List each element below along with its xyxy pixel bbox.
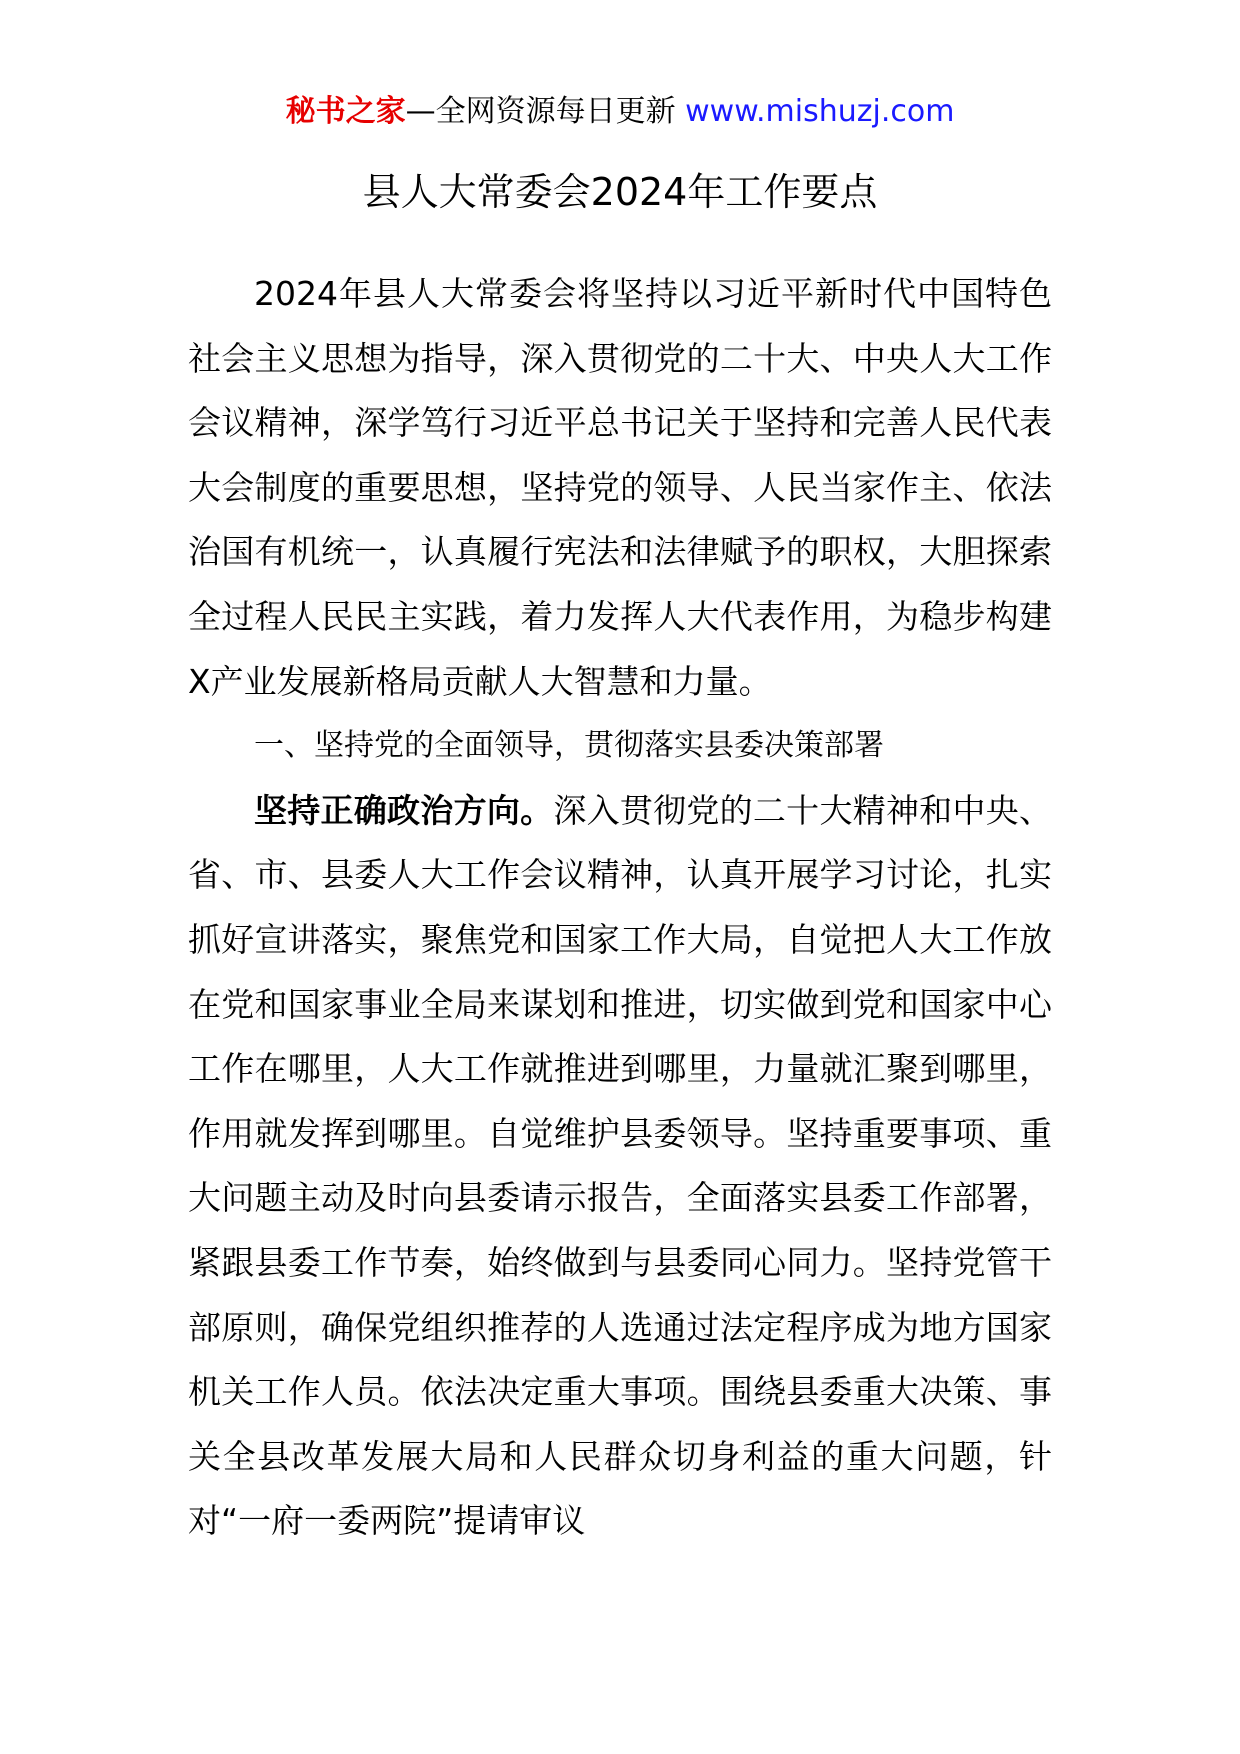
site-url: www.mishuzj.com (685, 94, 955, 129)
site-brand: 秘书之家 (285, 94, 406, 129)
section-1-lead: 坚持正确政治方向。 (254, 790, 554, 830)
site-tagline: —全网资源每日更新 (405, 94, 676, 129)
intro-paragraph: 2024年县人大常委会将坚持以习近平新时代中国特色社会主义思想为指导，深入贯彻党的二十大、中央人大工作会议精神，深学笃行习近平总书记关于坚持和完善人民代表大会制度的重要思想，坚持党的领导、人民当家作主、依法治国有机统一，认真履行宪法和法律赋予的职权，大胆探索全过程人民民主实践，着力发挥人大代表作用，为稳步构建X产业发展新格局贡献人大智慧和力量。 (188, 274, 1052, 701)
document-title: 县人大常委会2024年工作要点 (362, 170, 878, 214)
section-1-paragraph (188, 779, 1052, 1554)
site-watermark-header (0, 92, 1240, 132)
section-heading-1: 一、坚持党的全面领导，贯彻落实县委决策部署 (254, 728, 884, 764)
document-body (188, 262, 1052, 1554)
section-1-body: 深入贯彻党的二十大精神和中央、省、市、县委人大工作会议精神，认真开展学习讨论，扎实抓好宣讲落实，聚焦党和国家工作大局，自觉把人大工作放在党和国家事业全局来谋划和推进，切实做到党和国家中心工作在哪里，人大工作就推进到哪里，力量就汇聚到哪里，作用就发挥到哪里。自觉维护县委领导。坚持重要事项、重大问题主动及时向县委请示报告，全面落实县委工作部署，紧跟县委工作节奏，始终做到与县委同心同力。坚持党管干部原则，确保党组织推荐的人选通过法定程序成为地方国家机关工作人员。依法决定重大事项。围绕县委重大决策、事关全县改革发展大局和人民群众切身利益的重大问题，针对“一府一委两院”提请审议 (188, 790, 1053, 1541)
